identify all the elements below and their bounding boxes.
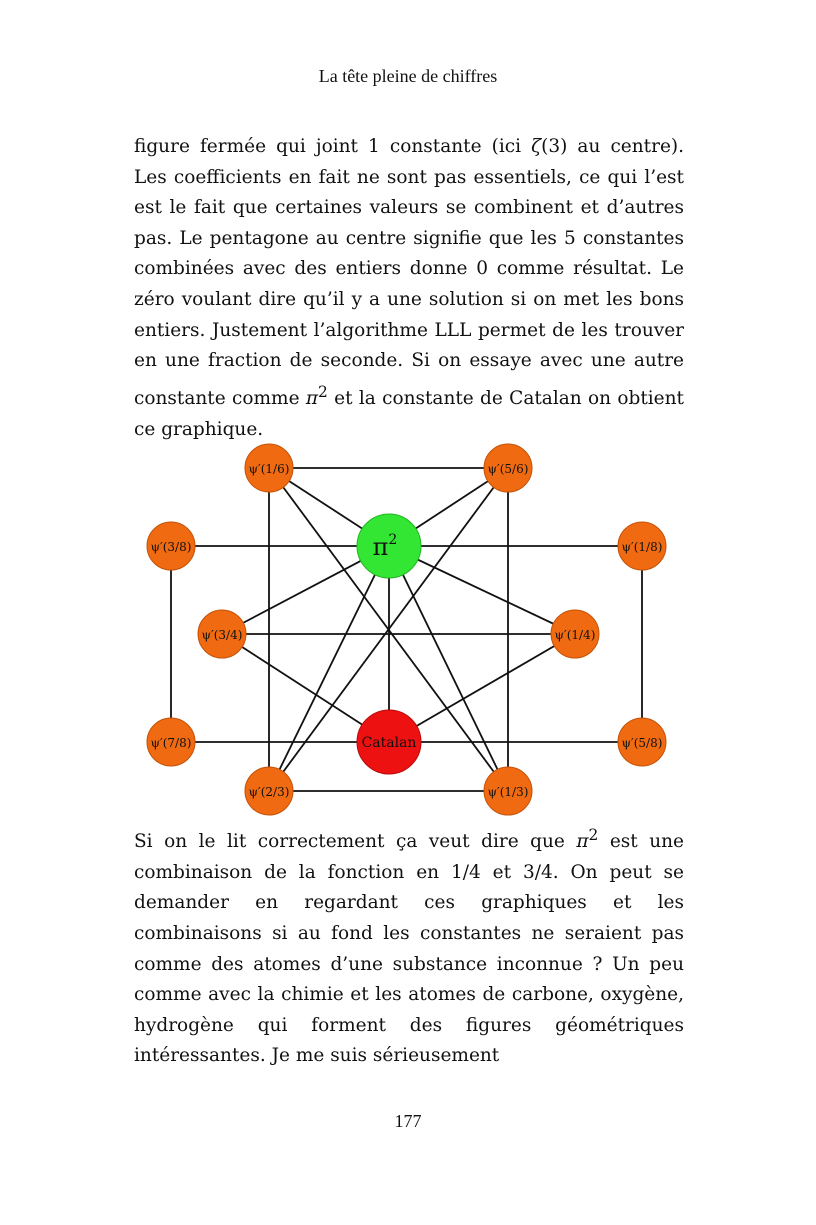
paragraph-1-text-c: et la constante de Catalan on obtient ce graphique.: [134, 387, 684, 440]
pi-exponent-2: 2: [588, 826, 599, 844]
label-psi-1-6: ψ′(1/6): [248, 462, 290, 476]
paragraph-2-text-b: est une combinaison de la fonction en 1/4 et 3/4. On peut se demander en regardant ces graphiques et les combinaisons si au fond les constantes ne seraient pas comme des atomes d’une substance inconnue ? Un peu comme avec la chimie et les atomes de carbone, oxygène, hydrogène qui forment des figures géométriques intéressantes. Je me suis sérieusement: [134, 831, 684, 1067]
label-psi-1-8: ψ′(1/8): [621, 540, 663, 554]
node-psi-1-8: [618, 522, 666, 570]
node-catalan: [357, 710, 421, 774]
label-psi-3-8: ψ′(3/8): [150, 540, 192, 554]
node-psi-1-4: [551, 610, 599, 658]
label-psi-2-3: ψ′(2/3): [248, 785, 290, 799]
pi-exponent: 2: [318, 382, 328, 401]
paragraph-2: [134, 820, 684, 1072]
label-pi-exponent: 2: [388, 532, 398, 548]
zeta-argument: (3): [541, 136, 568, 157]
node-psi-3-8: [147, 522, 195, 570]
label-psi-7-8: ψ′(7/8): [150, 736, 192, 750]
pi-symbol: π: [305, 387, 318, 409]
label-psi-5-8: ψ′(5/8): [621, 736, 663, 750]
graph-svg: [130, 436, 680, 816]
paragraph-2-text-a: Si on le lit correctement ça veut dire que: [134, 831, 577, 853]
node-psi-3-4: [198, 610, 246, 658]
label-psi-1-4: ψ′(1/4): [554, 628, 596, 642]
label-catalan: Catalan: [361, 735, 417, 751]
constant-relation-graph: [130, 436, 680, 816]
label-psi-3-4: ψ′(3/4): [201, 628, 243, 642]
zeta-symbol: ζ: [531, 136, 542, 157]
node-psi-5-8: [618, 718, 666, 766]
page-number: 177: [394, 1111, 422, 1131]
node-psi-5-6: [484, 444, 532, 492]
pi-symbol-2: π: [576, 831, 589, 853]
label-pi-symbol: π: [372, 533, 389, 561]
paragraph-1: [134, 132, 684, 445]
node-psi-1-6: [245, 444, 293, 492]
label-psi-5-6: ψ′(5/6): [487, 462, 529, 476]
paragraph-1-text-a: figure fermée qui joint 1 constante (ici: [134, 136, 532, 157]
running-header: La tête pleine de chiffres: [318, 66, 498, 86]
node-pi-squared: [357, 514, 421, 578]
label-psi-1-3: ψ′(1/3): [487, 785, 529, 799]
paragraph-1-text-b: au centre). Les coefficients en fait ne sont pas essentiels, ce qui l’est est le fait que certaines valeurs se combinent et d’autres pas. Le pentagone au centre signifie que les 5 constantes combinées avec des entiers donne 0 comme résultat. Le zéro voulant dire qu’il y a une solution si on met les bons entiers. Justement l’algorithme LLL permet de les trouver en une fraction de seconde. Si on essaye avec une autre constante comme: [134, 136, 684, 409]
node-psi-7-8: [147, 718, 195, 766]
node-psi-1-3: [484, 767, 532, 815]
node-psi-2-3: [245, 767, 293, 815]
